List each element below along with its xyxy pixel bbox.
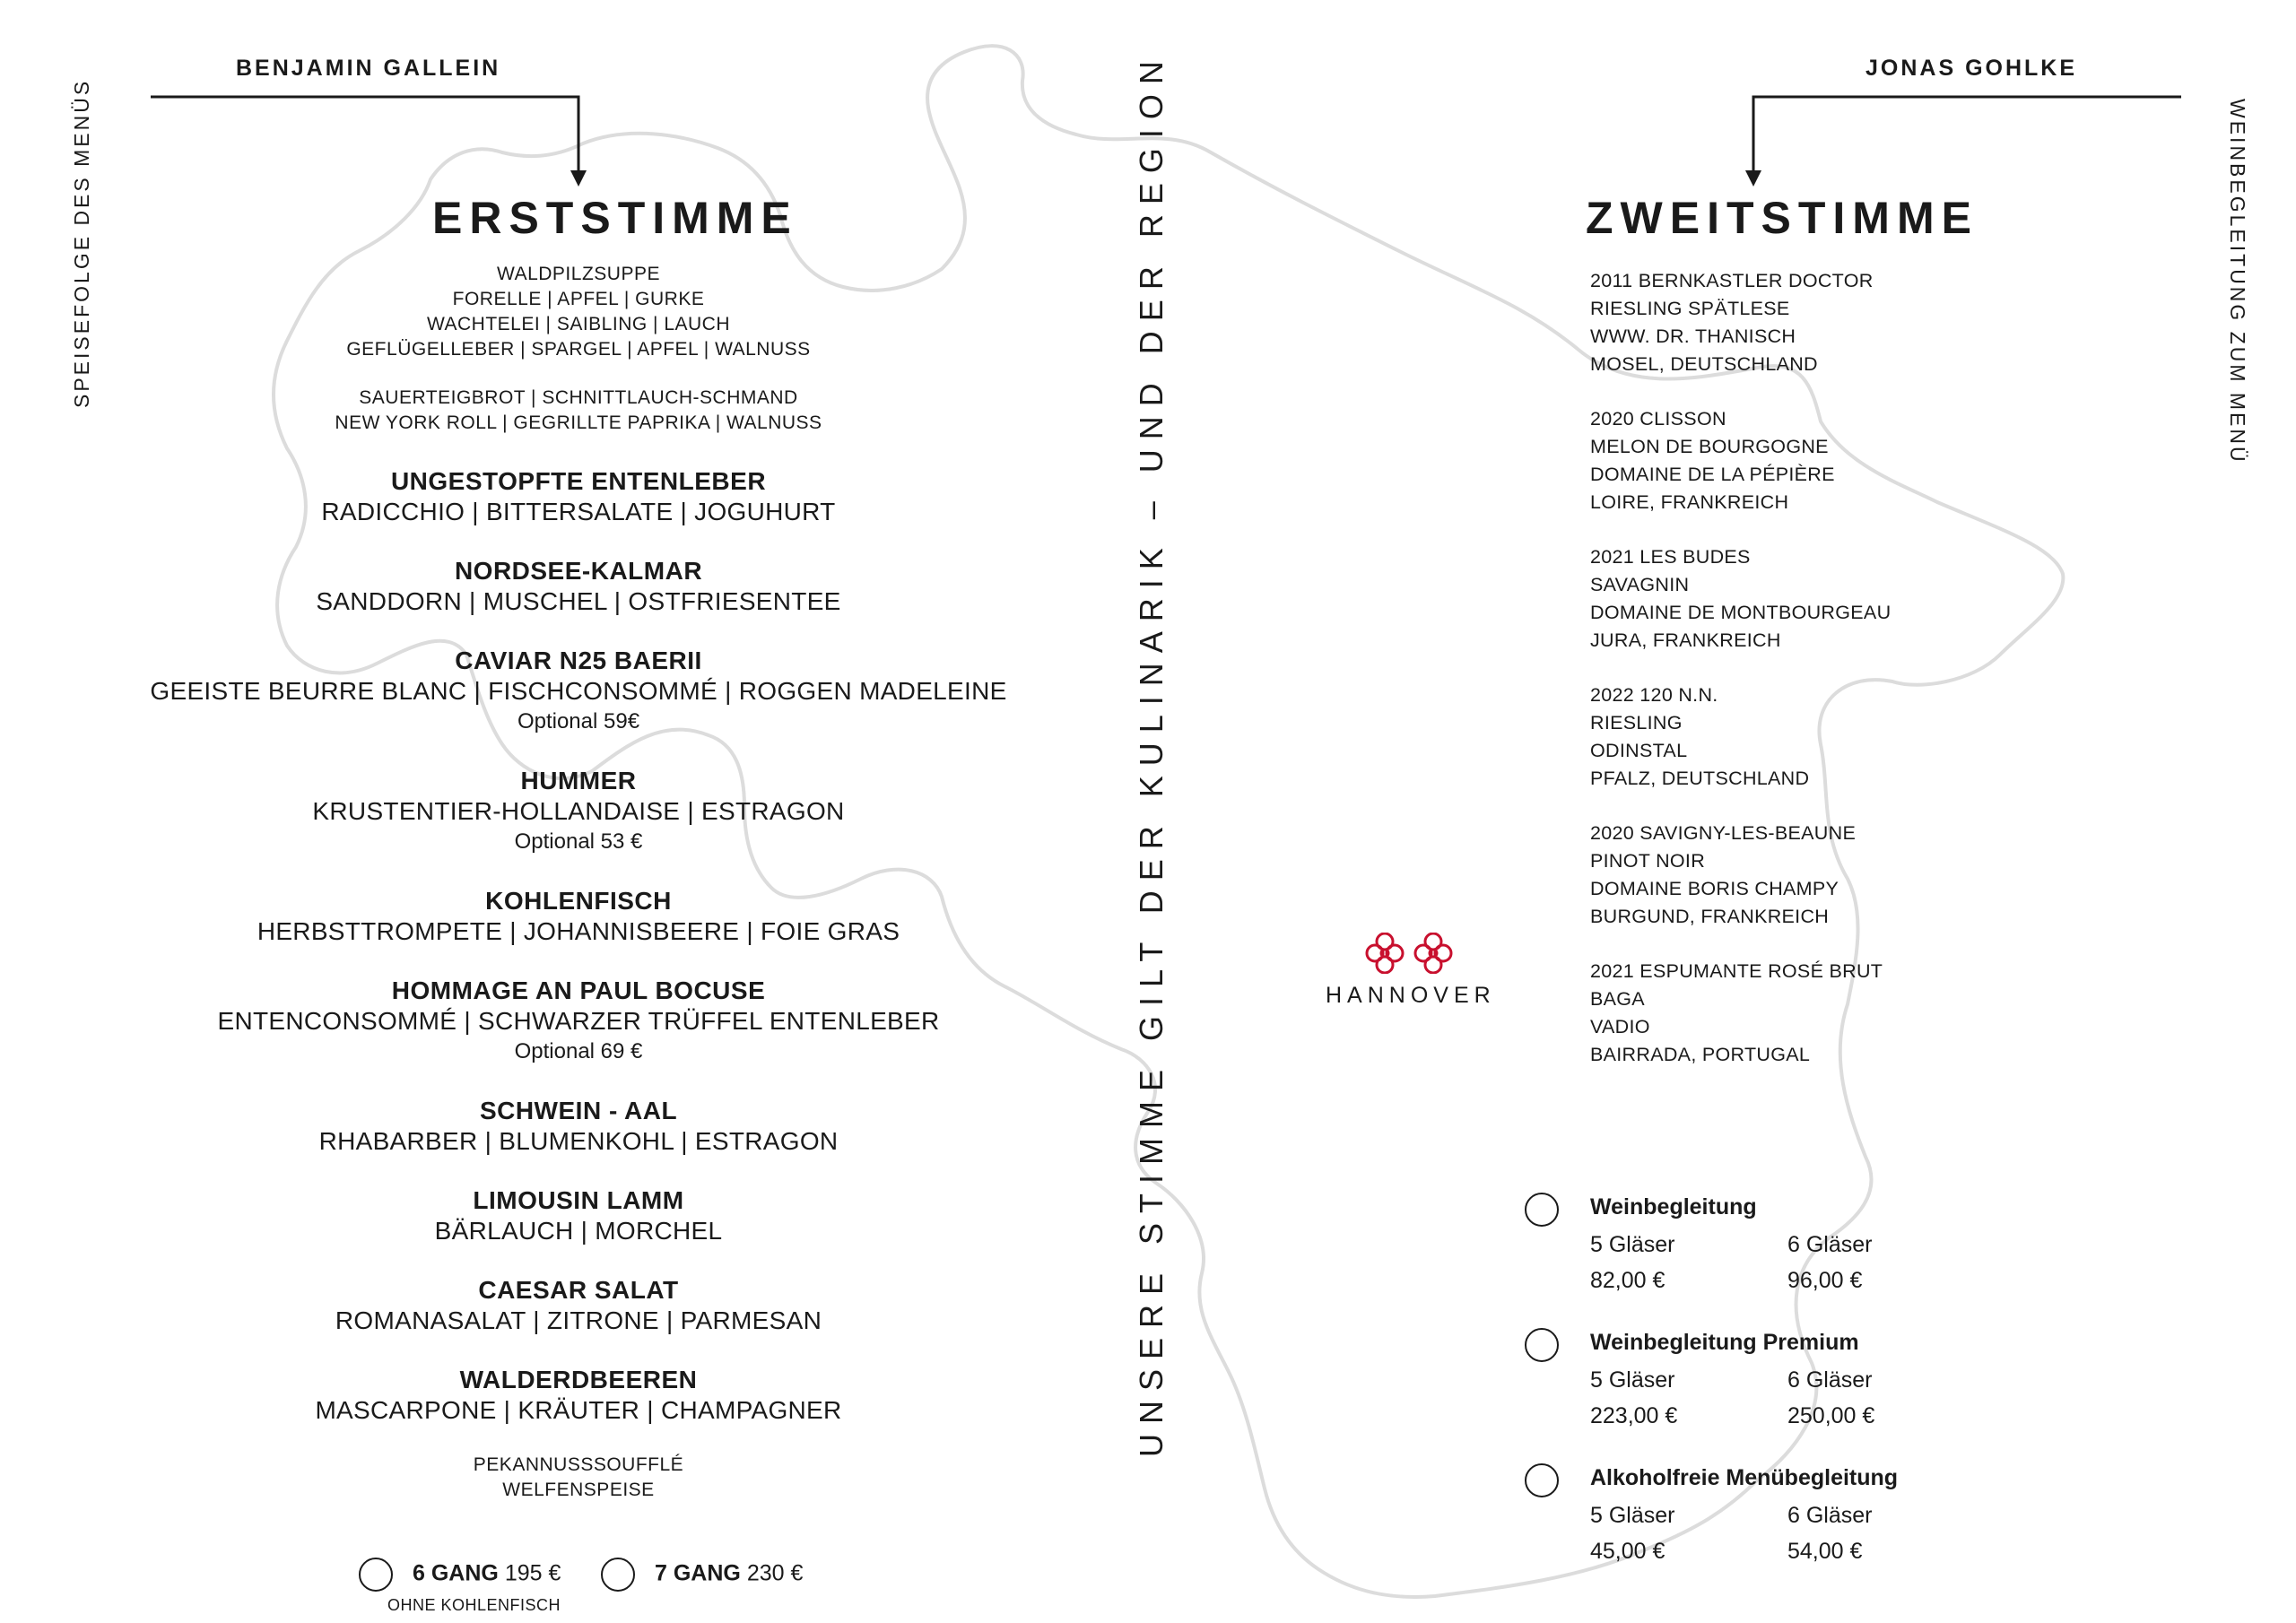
course-item <box>90 466 1067 527</box>
pairing-name: Alkoholfreie Menübegleitung <box>1590 1465 1899 1490</box>
course-item <box>90 646 1067 737</box>
center-slogan: UNSERE STIMME GILT DER KULINARIK – UND DER REGION <box>1133 51 1170 1457</box>
course-name: HOMMAGE AN PAUL BOCUSE <box>391 976 766 1004</box>
side-label-left: SPEISEFOLGE DES MENÜS <box>70 78 93 408</box>
course-description: RADICCHIO | BITTERSALATE | JOGUHURT <box>321 498 836 525</box>
course-description: MASCARPONE | KRÄUTER | CHAMPAGNER <box>315 1396 842 1424</box>
wine-line: 2020 CLISSON <box>1590 408 1726 430</box>
starter-list <box>90 262 1067 362</box>
pairing-price: 223,00 € <box>1590 1403 1678 1428</box>
wine-item <box>1590 820 1891 931</box>
chef-name-left: BENJAMIN GALLEIN <box>236 56 501 81</box>
wine-line: BAIRRADA, PORTUGAL <box>1590 1044 1811 1065</box>
wine-line: PINOT NOIR <box>1590 850 1706 872</box>
course-item <box>90 1096 1067 1157</box>
list-item: SAUERTEIGBROT | SCHNITTLAUCH-SCHMAND <box>359 387 798 408</box>
course-optional-price: Optional 69 € <box>514 1039 643 1063</box>
chef-name-right: JONAS GOHLKE <box>1866 56 2078 81</box>
pairing-count: 5 Gläser <box>1590 1503 1675 1528</box>
course-item <box>90 976 1067 1067</box>
course-item <box>90 556 1067 617</box>
wine-line: MELON DE BOURGOGNE <box>1590 436 1829 457</box>
wine-line: JURA, FRANKREICH <box>1590 629 1781 651</box>
course-item <box>90 886 1067 947</box>
wine-item <box>1590 681 1891 793</box>
course-name: UNGESTOPFTE ENTENLEBER <box>390 467 767 495</box>
radio-circle-icon[interactable] <box>1525 1193 1559 1227</box>
pairing-price: 54,00 € <box>1787 1539 1863 1564</box>
pairing-count: 6 Gläser <box>1787 1367 1873 1393</box>
menu-section <box>90 262 1067 1503</box>
wine-line: 2022 120 N.N. <box>1590 684 1718 706</box>
course-description: BÄRLAUCH | MORCHEL <box>434 1217 723 1245</box>
course-description: ENTENCONSOMMÉ | SCHWARZER TRÜFFEL ENTENLEBER <box>217 1007 940 1035</box>
course-description: HERBSTTROMPETE | JOHANNISBEERE | FOIE GRAS <box>257 917 900 945</box>
zweitstimme-title: ZWEITSTIMME <box>1586 193 1979 243</box>
wine-line: ODINSTAL <box>1590 740 1688 761</box>
radio-circle-icon[interactable] <box>359 1558 393 1592</box>
pairing-count: 6 Gläser <box>1787 1232 1873 1257</box>
course-name: CAESAR SALAT <box>478 1276 679 1304</box>
arrow-left-icon <box>151 97 587 187</box>
list-item: PEKANNUSSSOUFFLÉ <box>473 1454 684 1475</box>
course-item <box>90 1185 1067 1246</box>
wine-list <box>1590 267 1891 1096</box>
course-item <box>90 766 1067 857</box>
pairing-price: 45,00 € <box>1590 1539 1665 1564</box>
michelin-stars <box>1365 933 1465 974</box>
wine-line: DOMAINE DE LA PÉPIÈRE <box>1590 464 1835 485</box>
course-name: LIMOUSIN LAMM <box>473 1186 684 1214</box>
radio-circle-icon[interactable] <box>1525 1463 1559 1497</box>
list-item: WACHTELEI | SAIBLING | LAUCH <box>426 314 731 334</box>
list-item: FORELLE | APFEL | GURKE <box>452 289 705 309</box>
pairing-price: 82,00 € <box>1590 1268 1665 1293</box>
menu-option-label: 7 GANG <box>655 1560 741 1586</box>
menu-option-7-gang[interactable] <box>601 1558 803 1592</box>
course-optional-price: Optional 53 € <box>514 829 643 854</box>
wine-line: MOSEL, DEUTSCHLAND <box>1590 353 1818 375</box>
pairing-price: 250,00 € <box>1787 1403 1875 1428</box>
course-name: WALDERDBEEREN <box>459 1366 698 1393</box>
wine-line: DOMAINE DE MONTBOURGEAU <box>1590 602 1892 623</box>
wine-line: BURGUND, FRANKREICH <box>1590 906 1830 927</box>
bread-list <box>90 386 1067 436</box>
pairing-price: 96,00 € <box>1787 1268 1863 1293</box>
wine-line: PFALZ, DEUTSCHLAND <box>1590 768 1810 789</box>
star-icon <box>1415 933 1451 973</box>
course-name: CAVIAR N25 BAERII <box>455 647 702 674</box>
wine-line: 2021 ESPUMANTE ROSÉ BRUT <box>1590 960 1883 982</box>
course-description: GEEISTE BEURRE BLANC | FISCHCONSOMMÉ | ROGGEN MADELEINE <box>150 677 1007 705</box>
list-item: WALDPILZSUPPE <box>497 264 660 284</box>
menu-option-label: 6 GANG <box>413 1560 499 1586</box>
menu-option-price: 195 € <box>504 1560 561 1586</box>
wine-item <box>1590 267 1891 378</box>
course-name: SCHWEIN - AAL <box>479 1097 678 1124</box>
wine-line: 2020 SAVIGNY-LES-BEAUNE <box>1590 822 1857 844</box>
star-icon <box>1367 933 1403 973</box>
course-name: HUMMER <box>520 767 637 794</box>
course-item <box>90 1275 1067 1336</box>
list-item: GEFLÜGELLEBER | SPARGEL | APFEL | WALNUSS <box>346 339 811 360</box>
list-item: WELFENSPEISE <box>502 1480 655 1500</box>
wine-line: DOMAINE BORIS CHAMPY <box>1590 878 1839 899</box>
wine-line: LOIRE, FRANKREICH <box>1590 491 1789 513</box>
radio-circle-icon[interactable] <box>601 1558 635 1592</box>
wine-line: WWW. DR. THANISCH <box>1590 325 1796 347</box>
wine-line: BAGA <box>1590 988 1645 1010</box>
course-item <box>90 1365 1067 1426</box>
erststimme-title: ERSTSTIMME <box>432 193 798 243</box>
course-description: ROMANASALAT | ZITRONE | PARMESAN <box>335 1306 822 1334</box>
wine-line: SAVAGNIN <box>1590 574 1690 595</box>
dessert-list <box>90 1453 1067 1503</box>
wine-item <box>1590 958 1891 1069</box>
menu-option-6-gang[interactable] <box>359 1558 561 1592</box>
course-name: KOHLENFISCH <box>485 887 672 915</box>
course-optional-price: Optional 59€ <box>517 709 640 733</box>
course-description: RHABARBER | BLUMENKOHL | ESTRAGON <box>318 1127 839 1155</box>
radio-circle-icon[interactable] <box>1525 1328 1559 1362</box>
pairing-count: 6 Gläser <box>1787 1503 1873 1528</box>
course-description: SANDDORN | MUSCHEL | OSTFRIESENTEE <box>316 587 841 615</box>
menu-note: OHNE KOHLENFISCH <box>387 1596 561 1614</box>
list-item: NEW YORK ROLL | GEGRILLTE PAPRIKA | WALNUSS <box>335 412 822 433</box>
wine-line: 2011 BERNKASTLER DOCTOR <box>1590 270 1874 291</box>
pairing-name: Weinbegleitung Premium <box>1590 1330 1859 1355</box>
pairing-name: Weinbegleitung <box>1590 1194 1757 1219</box>
city-label: HANNOVER <box>1326 983 1496 1008</box>
wine-item <box>1590 543 1891 655</box>
course-name: NORDSEE-KALMAR <box>454 557 703 585</box>
menu-option-price: 230 € <box>746 1560 804 1586</box>
wine-line: RIESLING <box>1590 712 1683 733</box>
wine-line: 2021 LES BUDES <box>1590 546 1751 568</box>
course-description: KRUSTENTIER-HOLLANDAISE | ESTRAGON <box>312 797 845 825</box>
pairing-count: 5 Gläser <box>1590 1367 1675 1393</box>
wine-line: RIESLING SPÄTLESE <box>1590 298 1790 319</box>
wine-item <box>1590 405 1891 516</box>
arrow-right-icon <box>1745 97 2181 187</box>
side-label-right: WEINBEGLEITUNG ZUM MENÜ <box>2226 99 2249 464</box>
wine-line: VADIO <box>1590 1016 1650 1037</box>
pairing-count: 5 Gläser <box>1590 1232 1675 1257</box>
